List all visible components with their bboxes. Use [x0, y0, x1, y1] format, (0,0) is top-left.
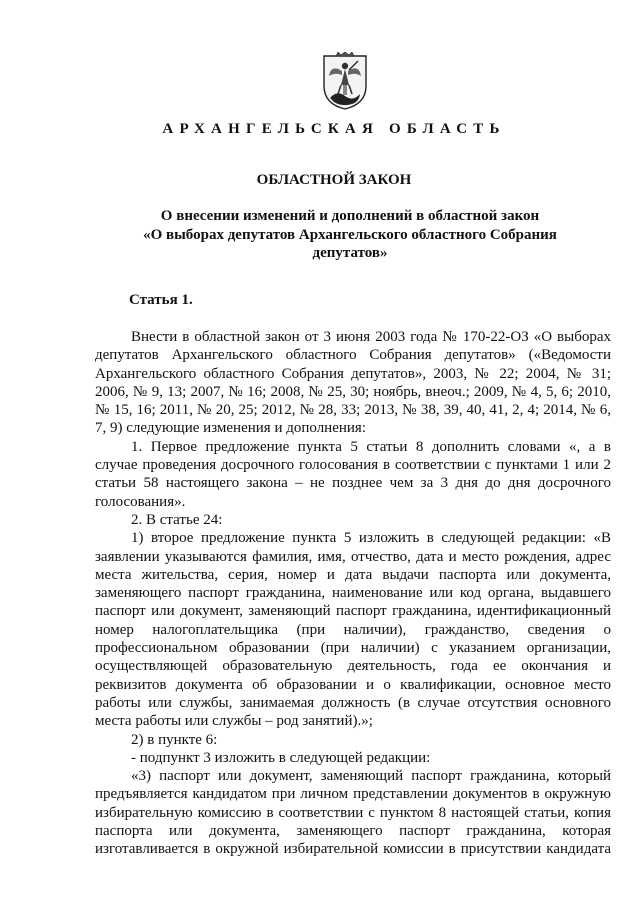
body-line: предъявляется кандидатом при личном представлении документов в окружную	[95, 786, 611, 803]
body-line: Архангельского областного Собрания депутатов», 2003, № 22; 2004, № 31;	[95, 365, 611, 382]
article-heading: Статья 1.	[129, 292, 193, 308]
body-line: «3) паспорт или документ, заменяющий паспорт гражданина, который	[131, 768, 611, 785]
law-title	[120, 207, 580, 263]
body-line: паспорта или документа, заменяющего паспорт гражданина, которая	[95, 823, 611, 840]
article-body	[95, 328, 611, 859]
body-line: осуществляющей образовательную деятельность, года ее окончания и	[95, 658, 611, 675]
body-line: № 15, 16; 2011, № 20, 25; 2012, № 28, 33; 2013, № 38, 39, 40, 41, 2, 4; 2014, № 6,	[95, 402, 611, 419]
body-line: номер налогоплательщика (при наличии), гражданство, сведения о	[95, 621, 611, 638]
coat-of-arms-icon	[322, 52, 368, 110]
body-line: 1) второе предложение пункта 5 изложить в следующей редакции: «В	[131, 530, 611, 547]
body-line: 2. В статье 24:	[131, 511, 223, 528]
body-line: паспорт или документ, заменяющий паспорт гражданина, идентификационный	[95, 603, 611, 620]
body-line: заменяющего паспорт гражданина, наименование или код органа, выдавшего	[95, 585, 611, 602]
body-line: 2006, № 9, 13; 2007, № 16; 2008, № 25, 30; ноябрь, внеоч.; 2009, № 4, 5, 6; 2010,	[95, 383, 611, 400]
law-type-heading: ОБЛАСТНОЙ ЗАКОН	[256, 172, 412, 188]
body-line: депутатов Архангельского областного Собрания депутатов» («Ведомости	[95, 347, 611, 364]
body-line: работы или службы, занимаемая должность (в случае отсутствия основного	[95, 694, 611, 711]
body-line: случае проведения досрочного голосования в соответствии с пунктами 1 или 2	[95, 457, 611, 474]
body-line: Внести в областной закон от 3 июня 2003 года № 170-22-ОЗ «О выборах	[131, 329, 611, 345]
law-title-line: «О выборах депутатов Архангельского областного Собрания	[143, 226, 557, 243]
body-line: места работы или службы – род занятий).»;	[95, 713, 373, 730]
body-line: голосования».	[95, 493, 186, 510]
body-line: 7, 9) следующие изменения и дополнения:	[95, 420, 366, 437]
law-title-line: депутатов»	[312, 245, 388, 261]
body-line: заявлении указываются фамилия, имя, отчество, дата и место рождения, адрес	[95, 548, 611, 565]
body-line: статьи 58 настоящего закона – не позднее чем за 3 дня до дня досрочного	[95, 475, 611, 492]
body-line: - подпункт 3 изложить в следующей редакции:	[131, 749, 431, 766]
body-line: 1. Первое предложение пункта 5 статьи 8 дополнить словами «, а в	[131, 438, 611, 455]
body-line: 2) в пункте 6:	[131, 731, 218, 748]
law-title-line: О внесении изменений и дополнений в областной закон	[160, 208, 540, 224]
body-line: избирательную комиссию в соответствии с пунктом 8 настоящей статьи, копия	[95, 804, 611, 821]
body-line: реквизитов документа об образовании и о квалификации, основное место	[95, 676, 611, 693]
body-line: профессиональном образовании (при наличии) с указанием организации,	[95, 640, 611, 657]
body-line: изготавливается в окружной избирательной комиссии в присутствии кандидата	[95, 841, 611, 858]
body-line: места жительства, серия, номер и дата выдачи паспорта или документа,	[95, 566, 611, 583]
region-name: АРХАНГЕЛЬСКАЯ ОБЛАСТЬ	[162, 121, 506, 137]
